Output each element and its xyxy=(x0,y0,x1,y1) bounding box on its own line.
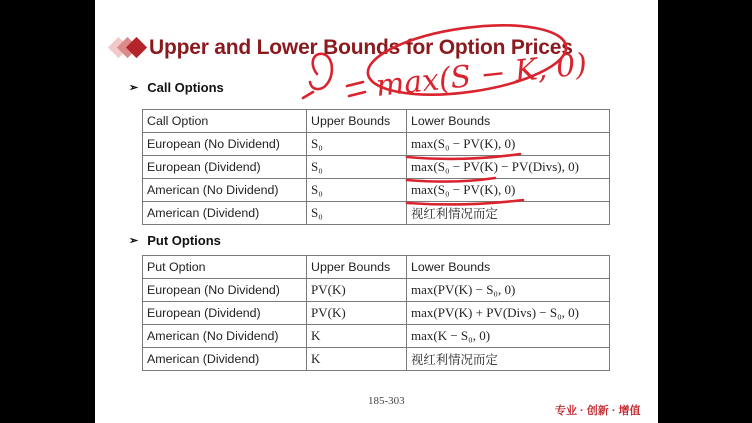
upper-bound-cell: PV(K) xyxy=(307,302,407,325)
option-type-cell: American (No Dividend) xyxy=(143,179,307,202)
option-type-cell: European (Dividend) xyxy=(143,156,307,179)
option-type-cell: American (Dividend) xyxy=(143,348,307,371)
upper-bound-cell: S₀ xyxy=(307,179,407,202)
table-header-row xyxy=(143,110,610,133)
put-options-label: Put Options xyxy=(147,233,221,248)
put-options-table xyxy=(142,255,610,371)
call-options-label: Call Options xyxy=(147,80,224,95)
arrow-bullet-icon: ➢ xyxy=(129,82,139,94)
page-number: 185-303 xyxy=(368,395,405,407)
lower-bound-cell: max(S₀ − PV(K) − PV(Divs), 0) xyxy=(407,156,610,179)
option-type-cell: American (Dividend) xyxy=(143,202,307,225)
upper-bound-cell: S₀ xyxy=(307,156,407,179)
slide-title: Upper and Lower Bounds for Option Prices xyxy=(149,36,573,59)
lower-bound-cell: max(S₀ − PV(K), 0) xyxy=(407,133,610,156)
table-row xyxy=(143,156,610,179)
table-row xyxy=(143,133,610,156)
ink-equals xyxy=(347,82,365,96)
table-header-cell: Lower Bounds xyxy=(407,110,610,133)
slide xyxy=(95,0,658,423)
upper-bound-cell: S₀ xyxy=(307,202,407,225)
table-row xyxy=(143,302,610,325)
ink-lead xyxy=(303,92,313,98)
table-header-cell: Upper Bounds xyxy=(307,256,407,279)
table-row xyxy=(143,348,610,371)
option-type-cell: European (No Dividend) xyxy=(143,133,307,156)
upper-bound-cell: S₀ xyxy=(307,133,407,156)
title-diamond-icon xyxy=(109,33,149,63)
table-row xyxy=(143,279,610,302)
lower-bound-cell: max(S₀ − PV(K), 0) xyxy=(407,179,610,202)
call-options-table xyxy=(142,109,610,225)
table-row xyxy=(143,202,610,225)
option-type-cell: American (No Dividend) xyxy=(143,325,307,348)
upper-bound-cell: K xyxy=(307,325,407,348)
table-header-cell: Put Option xyxy=(143,256,307,279)
title-row xyxy=(109,30,573,66)
lower-bound-cell: max(PV(K) + PV(Divs) − S₀, 0) xyxy=(407,302,610,325)
lower-bound-cell: max(PV(K) − S₀, 0) xyxy=(407,279,610,302)
footer-logo: 专业 · 创新 · 增值 xyxy=(555,405,641,417)
table-header-cell: Upper Bounds xyxy=(307,110,407,133)
put-options-heading xyxy=(129,233,221,248)
upper-bound-cell: K xyxy=(307,348,407,371)
ink-formula: max(S − K, 0) xyxy=(374,46,589,104)
upper-bound-cell: PV(K) xyxy=(307,279,407,302)
table-header-cell: Call Option xyxy=(143,110,307,133)
table-header-cell: Lower Bounds xyxy=(407,256,610,279)
table-row xyxy=(143,325,610,348)
option-type-cell: European (Dividend) xyxy=(143,302,307,325)
lower-bound-cell: 视红利情况而定 xyxy=(407,348,610,371)
arrow-bullet-icon: ➢ xyxy=(129,235,139,247)
lower-bound-cell: 视红利情况而定 xyxy=(407,202,610,225)
table-row xyxy=(143,179,610,202)
lower-bound-cell: max(K − S₀, 0) xyxy=(407,325,610,348)
option-type-cell: European (No Dividend) xyxy=(143,279,307,302)
call-options-heading xyxy=(129,80,224,95)
table-header-row xyxy=(143,256,610,279)
